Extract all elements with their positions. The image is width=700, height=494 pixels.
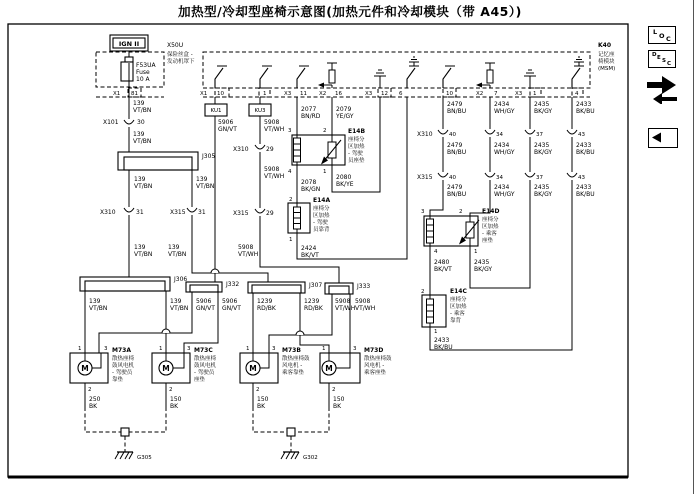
label-w2079a: 2079 xyxy=(336,106,352,113)
label-m73b-1: 散热座椅鼓 xyxy=(282,356,310,362)
label-w2479-1b: BN/BU xyxy=(447,108,467,115)
label-m73c-p1: 1 xyxy=(159,346,163,352)
label-e14c-p2: 2 xyxy=(421,289,425,295)
label-m73a-1: 散热座椅 xyxy=(112,356,135,362)
label-w2434-2b: WH/GY xyxy=(494,149,515,156)
label-w5906-1a: 5906 xyxy=(218,119,234,126)
label-j305: J305 xyxy=(202,153,216,160)
label-w2479-1a: 2479 xyxy=(447,101,463,108)
thermistor-icon xyxy=(328,142,336,158)
label-e14a-3: - 驾驶 xyxy=(313,220,328,226)
label-w2435-2b: BK/GY xyxy=(534,149,553,156)
label-e14c-2: 区加热 xyxy=(450,304,467,310)
chassis-ground-hatch xyxy=(125,452,129,459)
label-g302: G302 xyxy=(303,455,318,461)
label-e14d-4: 座垫 xyxy=(482,238,494,244)
label-e14a-4: 员靠背 xyxy=(313,227,330,233)
label-w5906-3a: 5906 xyxy=(222,298,238,305)
d-g305-b xyxy=(129,407,166,432)
resistor-icon xyxy=(329,70,335,83)
label-e14d-p2: 2 xyxy=(459,209,463,215)
label-m73d-3: 乘客座垫 xyxy=(364,370,387,376)
chassis-ground-hatch xyxy=(295,452,299,459)
label-m73d-p3: 3 xyxy=(353,346,357,352)
switch-icon xyxy=(215,68,223,88)
label-p31b: 31 xyxy=(198,209,206,216)
label-w2080b: BK/YE xyxy=(336,181,354,188)
label-e14b-p3: 3 xyxy=(288,128,292,134)
label-p31a: 31 xyxy=(136,209,144,216)
window-right-border xyxy=(693,0,694,494)
label-w139-3b: VT/BN xyxy=(134,183,153,190)
label-m73c: M73C xyxy=(194,347,213,354)
label-w2078b: BK/GN xyxy=(301,186,321,193)
label-e14d-p1: 1 xyxy=(474,249,478,255)
label-x315-p: X315 xyxy=(417,174,433,181)
label-w5908-4b: VT/WH xyxy=(335,305,356,312)
label-m73c-3: - 驾驶员 xyxy=(194,370,215,376)
label-e14d-1: 座椅分 xyxy=(482,217,499,223)
label-f53ua-3: 10 A xyxy=(136,76,150,83)
label-w2435-1b: BK/GY xyxy=(534,108,553,115)
label-f53ua: F53UA xyxy=(136,62,156,69)
label-p37b: 37 xyxy=(536,175,543,181)
label-w2434-2a: 2434 xyxy=(494,142,510,149)
label-m73b: M73B xyxy=(282,347,301,354)
label-w139-1b: VT/BN xyxy=(133,107,152,114)
label-m73a-4: 靠垫 xyxy=(112,377,124,383)
label-w2433-2b: BK/BU xyxy=(576,149,595,156)
label-m73a: M73A xyxy=(112,347,131,354)
w-2479 xyxy=(430,97,443,219)
label-ku3: KU3 xyxy=(254,108,266,114)
label-e14b-3: - 驾驶 xyxy=(348,151,363,157)
label-pin-10: 10 xyxy=(217,91,224,97)
label-pin-12: 12 xyxy=(381,91,388,97)
label-w150-1a: 150 xyxy=(170,396,182,403)
label-pin-x1b: X1 xyxy=(200,91,208,97)
label-j307: J307 xyxy=(309,282,323,289)
chassis-ground-hatch xyxy=(291,452,295,459)
label-pin-10b: 10 xyxy=(446,91,453,97)
label-e14a-2: 区加热 xyxy=(313,213,330,219)
label-p29b: 29 xyxy=(266,210,274,217)
chassis-ground-hatch xyxy=(286,452,290,459)
label-w150-3a: 150 xyxy=(333,396,345,403)
label-e14b-2: 区加热 xyxy=(348,144,365,150)
label-e14d-2: 区加热 xyxy=(482,224,499,230)
label-m73d-1: 散热座椅鼓 xyxy=(364,356,392,362)
label-x315-31: X315 xyxy=(170,209,186,216)
label-j332: J332 xyxy=(226,281,240,288)
label-e14c-3: - 乘客 xyxy=(450,311,465,317)
label-e14b-p4: 4 xyxy=(288,169,292,175)
harness-routing-glyph xyxy=(643,72,683,104)
chassis-ground-hatch xyxy=(129,452,133,459)
label-pin-x2b: X2 xyxy=(476,91,484,97)
chassis-ground-hatch xyxy=(120,452,124,459)
loc-letter: C xyxy=(666,35,671,43)
label-w2077a: 2077 xyxy=(301,106,317,113)
label-e14d-3: - 乘客 xyxy=(482,231,497,237)
label-w5906-1b: GN/VT xyxy=(218,126,237,133)
label-w139-3a: 139 xyxy=(134,176,146,183)
label-w5906-3b: GN/VT xyxy=(222,305,241,312)
switch-icon xyxy=(572,68,580,88)
label-x50u-2: 发动机罩下 xyxy=(167,59,195,65)
label-w139-8a: 139 xyxy=(170,298,182,305)
j306-box xyxy=(80,277,170,291)
label-x310-29: X310 xyxy=(233,146,249,153)
label-x101: X101 xyxy=(103,119,119,126)
label-m73b-p3: 3 xyxy=(272,346,276,352)
label-m73c-4: 座垫 xyxy=(194,377,206,383)
motor-letter: M xyxy=(81,363,89,373)
chassis-ground-hatch xyxy=(115,452,119,459)
d-g305-a xyxy=(85,407,121,432)
label-w1239-2a: 1239 xyxy=(304,298,320,305)
label-p43b: 43 xyxy=(578,175,585,181)
label-g305: G305 xyxy=(137,455,152,461)
label-w139-4b: VT/BN xyxy=(196,183,215,190)
wire-hop xyxy=(296,331,304,335)
label-w139-7a: 139 xyxy=(89,298,101,305)
label-pin-x2: X2 xyxy=(319,91,327,97)
label-m73d: M73D xyxy=(364,347,384,354)
j332-box xyxy=(186,282,222,292)
label-w2435-4a: 2435 xyxy=(474,259,490,266)
label-w2433-1b: BK/BU xyxy=(576,108,595,115)
loc-letter: L xyxy=(653,28,658,36)
label-pin-x3b: X3 xyxy=(365,91,373,97)
label-w2433-4b: BK/BU xyxy=(434,344,453,351)
voltage-arrow-head xyxy=(476,83,482,88)
label-m73c-p2: 2 xyxy=(169,387,173,393)
label-w139-5b: VT/BN xyxy=(134,251,153,258)
label-w150-2a: 150 xyxy=(257,396,269,403)
label-w2479-2b: BN/BU xyxy=(447,149,467,156)
label-m73a-2: 鼓风电机 xyxy=(112,363,135,369)
label-e14c-1: 座椅分 xyxy=(450,297,467,303)
fuse-terminal xyxy=(125,57,133,62)
label-e14d-p3: 3 xyxy=(421,209,425,215)
j305-box xyxy=(118,152,198,170)
label-p34a: 34 xyxy=(496,132,503,138)
label-m73c-1: 散热座椅 xyxy=(194,356,217,362)
label-x50u-1: 保险丝盒 - xyxy=(167,52,193,58)
label-m73d-p2: 2 xyxy=(332,387,336,393)
label-w2434-3a: 2434 xyxy=(494,184,510,191)
label-pin-11: 11 xyxy=(300,91,307,97)
label-ku1: KU1 xyxy=(210,108,222,114)
label-w2433-2a: 2433 xyxy=(576,142,592,149)
label-m73c-p3: 3 xyxy=(187,346,191,352)
label-k40-1: 记忆座 xyxy=(598,52,615,58)
label-w150-3b: BK xyxy=(333,403,342,410)
wire-hop xyxy=(211,269,219,273)
label-e14d: E14D xyxy=(482,208,500,215)
label-pin-x3c: X3 xyxy=(515,91,523,97)
label-e14a-1: 座椅分 xyxy=(313,206,330,212)
label-w2424a: 2424 xyxy=(301,245,317,252)
label-w250a: 250 xyxy=(89,396,101,403)
label-w5906-2b: GN/VT xyxy=(196,305,215,312)
label-k40: K40 xyxy=(598,42,611,49)
label-j306: J306 xyxy=(174,276,188,283)
label-w5908-3a: 5908 xyxy=(238,244,254,251)
desc-letter: S xyxy=(662,58,666,64)
label-w5908-4a: 5908 xyxy=(335,298,351,305)
label-w2479-3b: BN/BU xyxy=(447,191,467,198)
label-w2078a: 2078 xyxy=(301,179,317,186)
desc-button[interactable] xyxy=(648,50,676,68)
motor-letter: M xyxy=(325,363,333,373)
label-w139-2a: 139 xyxy=(133,131,145,138)
j307-box xyxy=(248,282,305,293)
label-p29a: 29 xyxy=(266,146,274,153)
desc-letter: C xyxy=(667,61,672,67)
label-m73c-2: 鼓风电机 xyxy=(194,363,217,369)
label-m73d-p1: 1 xyxy=(322,346,326,352)
desc-letter: E xyxy=(657,55,661,61)
label-m73b-3: 乘客靠垫 xyxy=(282,370,305,376)
back-arrow-icon xyxy=(649,129,676,146)
label-w2079b: YE/GY xyxy=(336,113,354,120)
w-2434 xyxy=(470,97,490,222)
label-pin-81: 81 xyxy=(131,91,138,97)
chassis-ground-hatch xyxy=(281,452,285,459)
label-w2077b: BN/RD xyxy=(301,113,321,120)
label-p40a: 40 xyxy=(449,132,456,138)
label-e14c: E14C xyxy=(450,288,467,295)
motor-letter: M xyxy=(249,363,257,373)
label-m73b-2: 风电机 - xyxy=(282,363,303,369)
d-g302-b xyxy=(295,407,329,432)
label-w2434-1a: 2434 xyxy=(494,101,510,108)
label-w1239-1a: 1239 xyxy=(257,298,273,305)
thermistor-icon xyxy=(466,222,474,238)
label-pin-1b: 1 xyxy=(533,91,537,97)
label-e14b-1: 座椅分 xyxy=(348,137,365,143)
label-w250b: BK xyxy=(89,403,98,410)
label-w2424b: BK/VT xyxy=(301,252,319,259)
page-title: 加热型/冷却型座椅示意图(加热元件和冷却模块（带 A45）) xyxy=(178,4,522,19)
label-w2434-1b: WH/GY xyxy=(494,108,515,115)
switch-icon xyxy=(260,68,268,88)
label-m73a-3: - 驾驶员 xyxy=(112,370,133,376)
label-e14c-4: 靠背 xyxy=(450,318,462,324)
label-j333: J333 xyxy=(357,283,371,290)
label-w139-8b: VT/BN xyxy=(170,305,189,312)
label-w2480a: 2480 xyxy=(434,259,450,266)
label-w2433-3a: 2433 xyxy=(576,184,592,191)
label-pin-16: 16 xyxy=(335,91,342,97)
label-m73a-p2: 2 xyxy=(88,387,92,393)
label-w2080a: 2080 xyxy=(336,174,352,181)
d-g302-a xyxy=(253,407,287,432)
label-w2434-3b: WH/GY xyxy=(494,191,515,198)
label-w139-5a: 139 xyxy=(134,244,146,251)
desc-letter: D xyxy=(652,52,657,58)
label-w2433-3b: BK/BU xyxy=(576,191,595,198)
label-f53ua-2: Fuse xyxy=(136,69,150,76)
label-w139-4a: 139 xyxy=(196,176,208,183)
label-e14d-p4: 4 xyxy=(434,249,438,255)
label-pin-7: 7 xyxy=(494,91,498,97)
switch-icon xyxy=(297,68,305,88)
fuse-body xyxy=(121,62,133,81)
wire-hop xyxy=(162,329,170,333)
label-p40b: 40 xyxy=(449,175,456,181)
label-w139-2b: VT/BN xyxy=(133,138,152,145)
harness-routing-icon[interactable] xyxy=(643,72,683,104)
label-w139-6b: VT/BN xyxy=(168,251,187,258)
label-w5908-5b: VT/WH xyxy=(355,305,376,312)
switch-icon xyxy=(407,68,415,88)
label-w1239-2b: RD/BK xyxy=(304,305,323,312)
label-w139-7b: VT/BN xyxy=(89,305,108,312)
label-w2435-1a: 2435 xyxy=(534,101,550,108)
label-e14b: E14B xyxy=(348,128,366,135)
label-pin-x1: X1 xyxy=(113,91,121,97)
label-w139-6a: 139 xyxy=(168,244,180,251)
label-w150-2b: BK xyxy=(257,403,266,410)
label-p30: 30 xyxy=(137,119,145,126)
loc-letter: O xyxy=(659,32,665,40)
label-w2479-2a: 2479 xyxy=(447,142,463,149)
label-m73b-p2: 2 xyxy=(256,387,260,393)
label-p34b: 34 xyxy=(496,175,503,181)
label-m73a-p3: 3 xyxy=(104,346,108,352)
label-w139-1a: 139 xyxy=(133,100,145,107)
label-pin-4: 4 xyxy=(575,91,579,97)
label-w5908-5a: 5908 xyxy=(355,298,371,305)
label-k40-3: (MSM) xyxy=(598,66,616,72)
loc-button[interactable] xyxy=(648,26,676,44)
label-w5908-3b: VT/WH xyxy=(238,251,259,258)
motor-letter: M xyxy=(162,363,170,373)
label-w2435-2a: 2435 xyxy=(534,142,550,149)
label-ign2: IGN II xyxy=(118,40,140,48)
label-w5908-2b: VT/WH xyxy=(264,173,285,180)
label-w5908-2a: 5908 xyxy=(264,166,280,173)
label-w5908-1b: VT/WH xyxy=(264,126,285,133)
label-pin-x3: X3 xyxy=(284,91,292,97)
label-e14b-p1: 1 xyxy=(323,169,327,175)
label-w1239-1b: RD/BK xyxy=(257,305,276,312)
label-w5906-2a: 5906 xyxy=(196,298,212,305)
label-m73a-p1: 1 xyxy=(78,346,82,352)
label-w150-1b: BK xyxy=(170,403,179,410)
label-w2435-3b: BK/GY xyxy=(534,191,553,198)
label-x310-31: X310 xyxy=(100,209,116,216)
ground-junction-box xyxy=(121,428,129,436)
label-x50u: X50U xyxy=(167,42,184,49)
label-m73b-p1: 1 xyxy=(246,346,250,352)
voltage-arrow-head xyxy=(318,83,324,88)
label-e14a-p2: 2 xyxy=(289,197,293,203)
label-w2435-4b: BK/GY xyxy=(474,266,493,273)
label-x310-p: X310 xyxy=(417,131,433,138)
label-p43a: 43 xyxy=(578,132,585,138)
label-w2479-3a: 2479 xyxy=(447,184,463,191)
label-e14b-4: 员座垫 xyxy=(348,158,365,164)
label-w2433-4a: 2433 xyxy=(434,337,450,344)
label-m73d-2: 风电机 - xyxy=(364,363,385,369)
label-e14b-p2: 2 xyxy=(323,128,327,134)
label-pin-1: 1 xyxy=(263,91,267,97)
label-e14c-p1: 1 xyxy=(434,329,438,335)
label-pin-6: 6 xyxy=(399,91,403,97)
label-w2433-1a: 2433 xyxy=(576,101,592,108)
ground-junction-box xyxy=(287,428,295,436)
label-e14a-p1: 1 xyxy=(289,237,293,243)
label-w2480b: BK/VT xyxy=(434,266,452,273)
resistor-icon xyxy=(487,70,493,83)
label-x315-29: X315 xyxy=(233,210,249,217)
label-e14a: E14A xyxy=(313,197,331,204)
back-button[interactable] xyxy=(648,128,678,148)
label-w5908-1a: 5908 xyxy=(264,119,280,126)
label-w2435-3a: 2435 xyxy=(534,184,550,191)
switch-icon xyxy=(443,68,451,88)
label-k40-2: 椅模块 xyxy=(598,59,615,65)
w-2424 xyxy=(297,97,407,259)
label-p37a: 37 xyxy=(536,132,543,138)
